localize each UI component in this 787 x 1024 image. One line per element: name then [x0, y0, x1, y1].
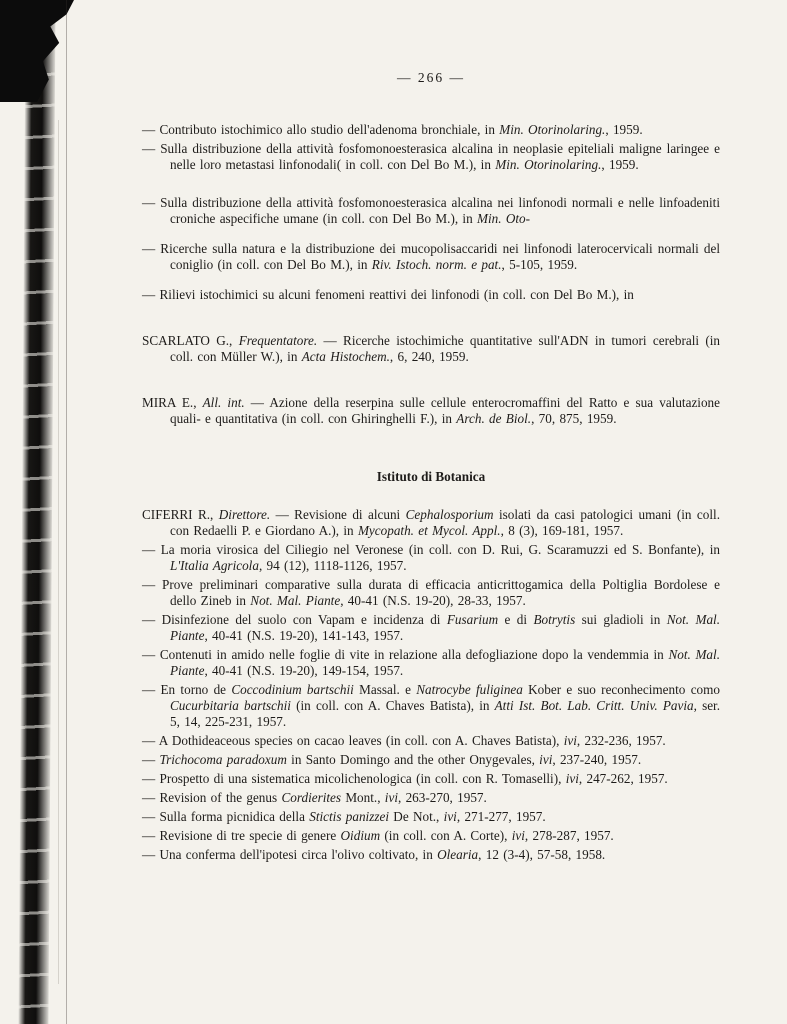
- entry-text: in Santo Domingo and the other Onygevales,: [286, 752, 540, 767]
- entry-italic-text: ivi: [539, 752, 553, 767]
- entry-italic-text: ivi: [565, 771, 579, 786]
- entry-text: (in coll. con A. Chaves Batista), in: [290, 698, 495, 713]
- entry-text: , 40-41 (N.S. 19-20), 28-33, 1957.: [340, 593, 526, 608]
- entry-text: Mont.,: [341, 790, 385, 805]
- entry-italic-text: Atti Ist. Bot. Lab. Critt. Univ. Pavia: [494, 698, 694, 713]
- entry-text: — Sulla distribuzione della attività fosfomonoesterasica alcalina nei linfonodi normali e nelle linfoadeniti croniche aspecifiche umane (in coll. con Del Bo M.), in: [142, 195, 720, 226]
- entry-italic-text: Frequentatore.: [238, 333, 318, 348]
- binding-dark-blob: [0, 0, 74, 102]
- bib-entry: [142, 733, 720, 749]
- entry-italic-text: ivi: [511, 828, 525, 843]
- entry-italic-text: Not. Mal. Piante: [250, 593, 341, 608]
- entry-text: , 70, 875, 1959.: [531, 411, 617, 426]
- entry-text: — Contributo istochimico allo studio dell'adenoma bronchiale, in: [142, 122, 500, 137]
- text-block: [142, 70, 720, 863]
- entry-italic-text: Min. Otorinolaring.: [495, 157, 602, 172]
- entry-text: —: [142, 752, 160, 767]
- entry-text: — Prospetto di una sistematica micolichenologica (in coll. con R. Tomaselli),: [142, 771, 566, 786]
- entry-text: , 278-287, 1957.: [524, 828, 614, 843]
- bib-entry: [142, 241, 720, 273]
- entry-italic-text: Mycopath. et Mycol. Appl.: [357, 523, 501, 538]
- entry-text: — A Dothideaceous species on cacao leaves (in coll. con A. Chaves Batista),: [142, 733, 564, 748]
- entry-text: , 247-262, 1957.: [578, 771, 668, 786]
- entry-text: , 6, 240, 1959.: [389, 349, 469, 364]
- entry-italic-text: Botrytis: [533, 612, 576, 627]
- bib-entry: [142, 195, 720, 227]
- entry-italic-text: Fusarium: [446, 612, 499, 627]
- entry-italic-text: L'Italia Agricola: [170, 558, 259, 573]
- page-number: — 266 —: [397, 70, 465, 85]
- bib-entry: [142, 333, 720, 365]
- entry-italic-text: Not. Mal. Piante: [170, 612, 721, 643]
- entry-text: , 8 (3), 169-181, 1957.: [500, 523, 624, 538]
- entry-text: — La moria virosica del Ciliegio nel Veronese (in coll. con D. Rui, G. Scaramuzzi ed S. Bonfante), in: [142, 542, 720, 557]
- binding-shadow-band: [18, 0, 55, 1024]
- entry-text: , 237-240, 1957.: [552, 752, 642, 767]
- entry-italic-text: Olearia: [437, 847, 479, 862]
- entry-text: , 5-105, 1959.: [501, 257, 578, 272]
- entry-text: — Disinfezione del suolo con Vapam e incidenza di: [142, 612, 447, 627]
- bib-entry: [142, 287, 720, 303]
- entry-italic-text: Cephalosporium: [405, 507, 494, 522]
- entry-text: SCARLATO G.,: [142, 333, 239, 348]
- entry-text: — Contenuti in amido nelle foglie di vite in relazione alla defogliazione dopo la vendemmia in: [142, 647, 669, 662]
- entry-text: (in coll. con A. Corte),: [380, 828, 512, 843]
- entry-text: , 1959.: [601, 157, 639, 172]
- entry-italic-text: Riv. Istoch. norm. e pat.: [371, 257, 502, 272]
- entry-italic-text: ivi: [384, 790, 398, 805]
- entry-italic-text: ivi: [563, 733, 577, 748]
- entry-text: , 263-270, 1957.: [397, 790, 487, 805]
- bib-entry: [142, 847, 720, 863]
- entry-text: — En torno de: [142, 682, 232, 697]
- bib-entry: [142, 682, 720, 730]
- bib-entry: [142, 577, 720, 609]
- entry-text: — Sulla distribuzione della attività fosfomonoesterasica alcalina in neoplasie epiteliali maligne laringee e nelle loro metastasi linfonodali( in coll. con Del Bo M.), in: [142, 141, 720, 172]
- bib-entry: [142, 122, 720, 138]
- entry-italic-text: Oidium: [340, 828, 381, 843]
- entry-italic-text: Trichocoma paradoxum: [159, 752, 287, 767]
- bib-entry: [142, 752, 720, 768]
- entry-italic-text: Acta Histochem.: [301, 349, 390, 364]
- entry-text: — Prove preliminari comparative sulla durata di efficacia anticrittogamica della Poltiglia Bordolese e dello Zineb in: [142, 577, 720, 608]
- entry-text: , 271-277, 1957.: [456, 809, 546, 824]
- section-heading: Istituto di Botanica: [376, 469, 486, 484]
- entry-italic-text: Arch. de Biol.: [456, 411, 532, 426]
- bib-entry: [142, 790, 720, 806]
- bib-entry: [142, 771, 720, 787]
- entry-text: sui gladioli in: [575, 612, 667, 627]
- entry-text: Massal. e: [353, 682, 417, 697]
- scan-binding-artifact: [0, 0, 84, 1024]
- entry-text: — Una conferma dell'ipotesi circa l'olivo coltivato, in: [142, 847, 438, 862]
- entry-text: Kober e suo reconhecimento como: [522, 682, 720, 697]
- scan-hairline: [66, 0, 67, 1024]
- bibliography: [142, 122, 720, 863]
- entry-italic-text: ivi: [443, 809, 457, 824]
- entry-text: , 40-41 (N.S. 19-20), 141-143, 1957.: [204, 628, 404, 643]
- entry-text: isolati da casi patologici umani (in coll. con Redaelli P. e Giordano A.), in: [170, 507, 720, 538]
- entry-text: , 1959.: [605, 122, 643, 137]
- entry-text: — Ricerche istochimiche quantitative sull'ADN in tumori cerebrali (in coll. con Müller W.), in: [170, 333, 720, 364]
- entry-italic-text: Min. Oto-: [476, 211, 530, 226]
- entry-text: , 40-41 (N.S. 19-20), 149-154, 1957.: [204, 663, 404, 678]
- entry-text: — Ricerche sulla natura e la distribuzione dei mucopolisaccaridi nei linfonodi laterocervicali normali del coniglio (in coll. con Del Bo M.), in: [142, 241, 720, 272]
- bib-entry: [142, 542, 720, 574]
- entry-text: , 12 (3-4), 57-58, 1958.: [478, 847, 606, 862]
- entry-italic-text: Min. Otorinolaring.: [499, 122, 606, 137]
- bib-entry: [142, 395, 720, 427]
- bib-entry: [142, 612, 720, 644]
- entry-text: , 94 (12), 1118-1126, 1957.: [258, 558, 407, 573]
- entry-text: MIRA E.,: [142, 395, 203, 410]
- entry-text: , ser. 5, 14, 225-231, 1957.: [170, 698, 721, 729]
- entry-text: e di: [498, 612, 534, 627]
- bib-entry: [142, 809, 720, 825]
- entry-text: CIFERRI R.,: [142, 507, 219, 522]
- entry-text: De Not.,: [389, 809, 444, 824]
- entry-text: — Revisione di alcuni: [270, 507, 406, 522]
- bib-entry: [142, 507, 720, 539]
- entry-text: — Revision of the genus: [142, 790, 282, 805]
- entry-italic-text: Natrocybe fuliginea: [416, 682, 523, 697]
- entry-text: — Azione della reserpina sulle cellule enterocromaffini del Ratto e sua valutazione quali- e quantitativa (in coll. con Ghiringhelli F.), in: [170, 395, 720, 426]
- entry-text: — Rilievi istochimici su alcuni fenomeni reattivi dei linfonodi (in coll. con Del Bo M.), in: [142, 287, 634, 302]
- entry-text: , 232-236, 1957.: [576, 733, 666, 748]
- entry-italic-text: Cucurbitaria bartschii: [170, 698, 291, 713]
- entry-italic-text: Cordierites: [281, 790, 342, 805]
- entry-italic-text: All. int.: [202, 395, 245, 410]
- entry-text: — Sulla forma picnidica della: [142, 809, 310, 824]
- entry-italic-text: Coccodinium bartschii: [231, 682, 354, 697]
- bib-entry: [142, 141, 720, 173]
- entry-italic-text: Direttore.: [218, 507, 271, 522]
- scan-hairline-faint: [58, 120, 59, 984]
- bib-entry: [142, 828, 720, 844]
- bib-entry: [142, 647, 720, 679]
- entry-italic-text: Stictis panizzei: [309, 809, 389, 824]
- entry-italic-text: Not. Mal. Piante: [170, 647, 720, 678]
- entry-text: — Revisione di tre specie di genere: [142, 828, 341, 843]
